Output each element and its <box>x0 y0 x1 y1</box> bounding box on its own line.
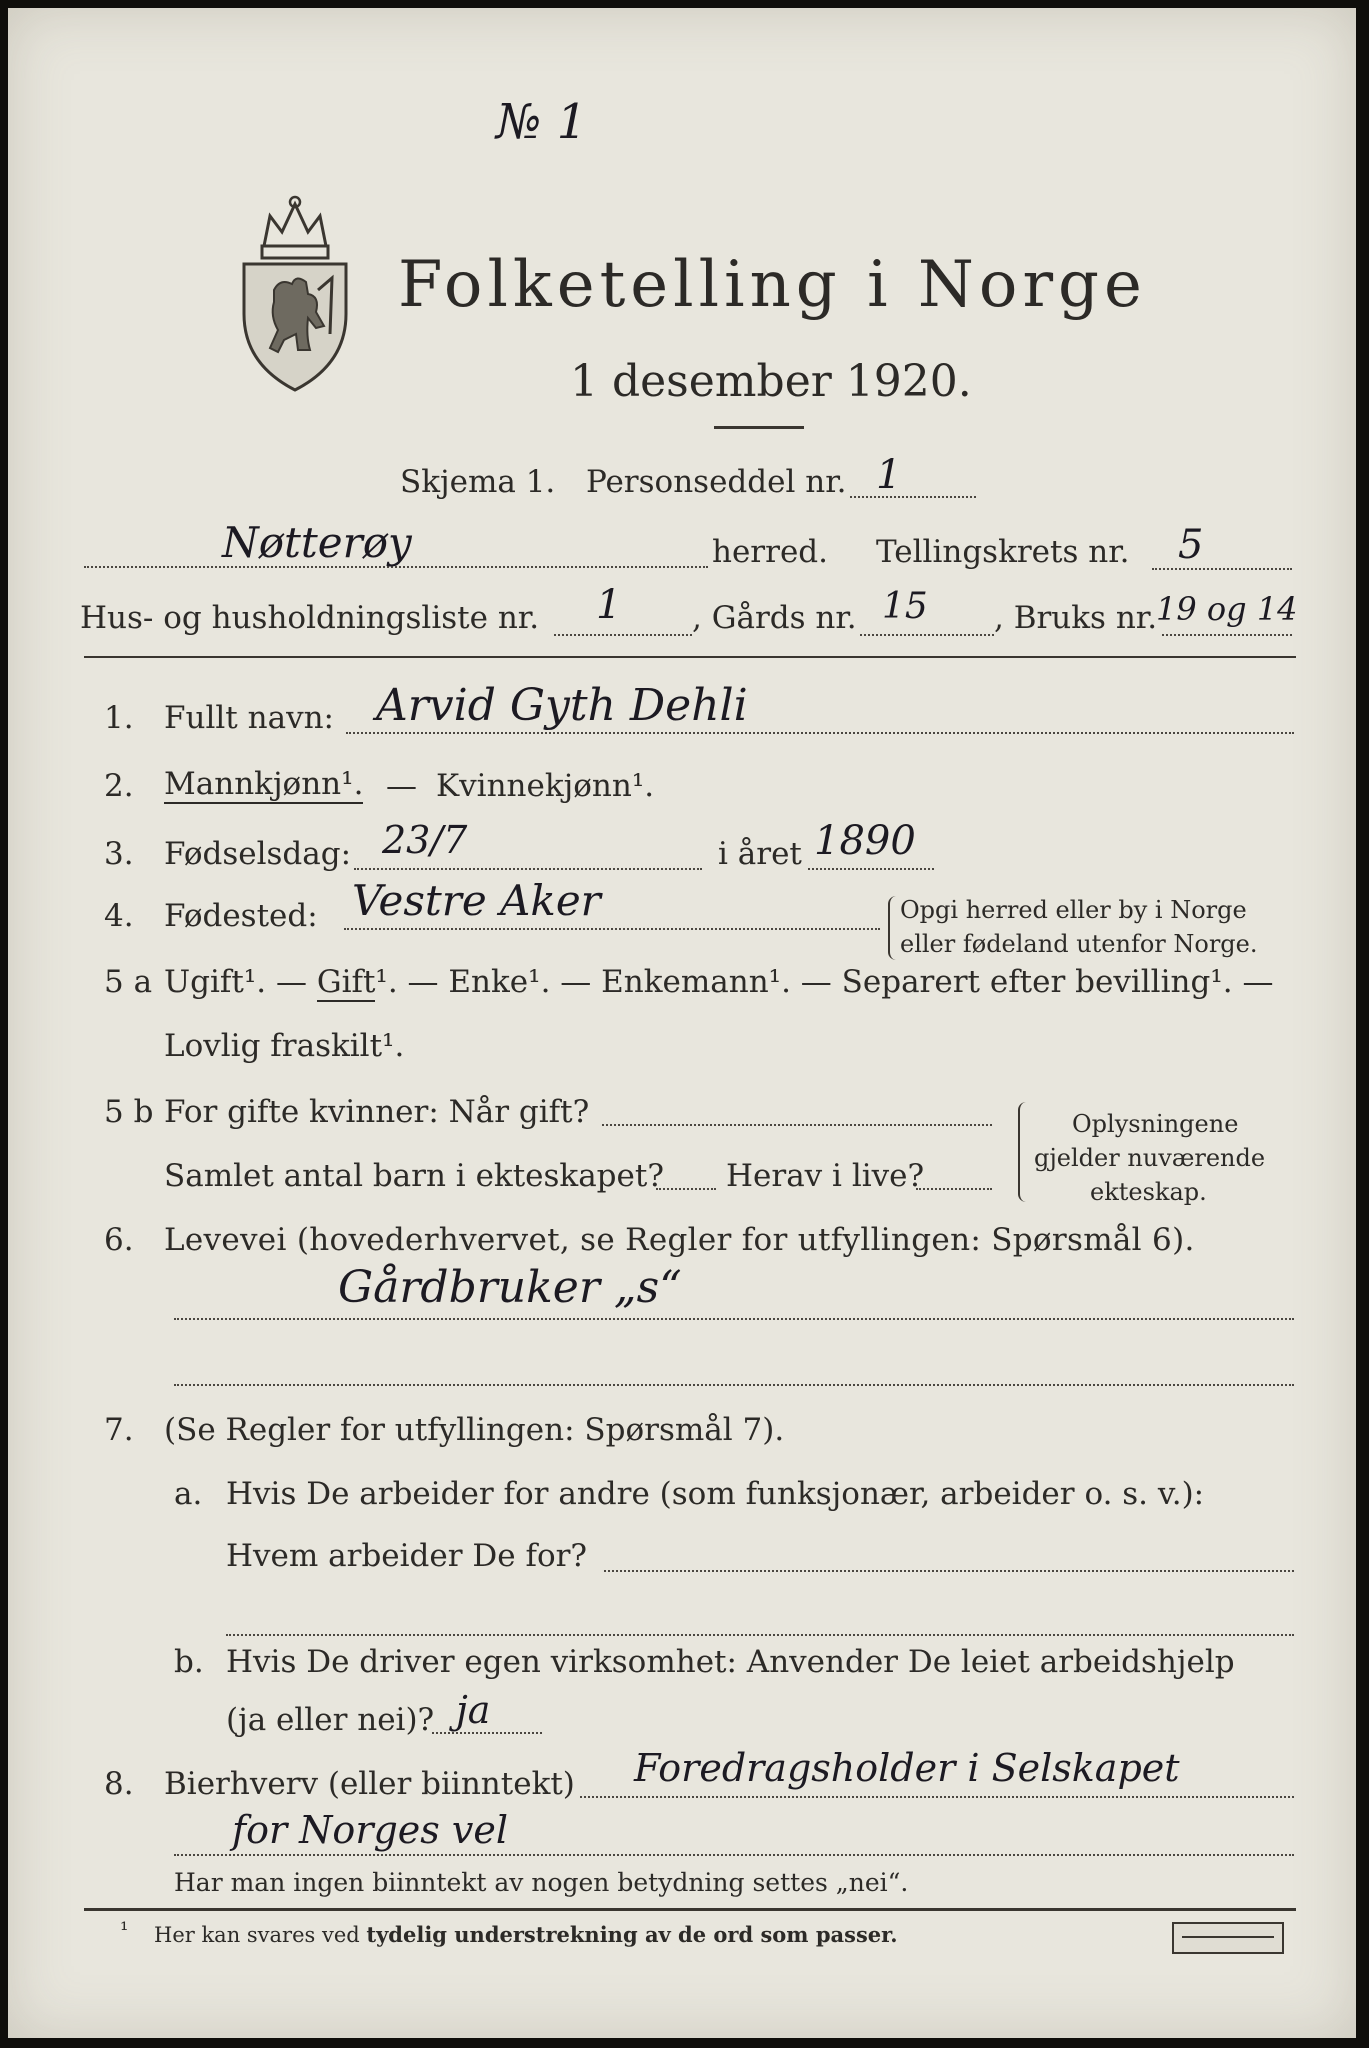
q3-year-value[interactable]: 1890 <box>814 818 916 864</box>
personseddel-value[interactable]: 1 <box>876 452 902 498</box>
q7a-line1: Hvis De arbeider for andre (som funksjonær, arbeider o. s. v.): <box>226 1476 1205 1512</box>
q3-line <box>354 868 702 870</box>
q6-label: Levevei (hovederhvervet, se Regler for utfyllingen: Spørsmål 6). <box>164 1222 1195 1258</box>
q3-label: Fødselsdag: <box>164 836 352 872</box>
q1-line <box>346 732 1294 734</box>
q7a-line2: Hvem arbeider De for? <box>226 1538 588 1574</box>
gards-value[interactable]: 15 <box>882 586 928 627</box>
q6-line2 <box>174 1384 1294 1386</box>
q7-label: (Se Regler for utfyllingen: Spørsmål 7). <box>164 1412 785 1448</box>
norwegian-coat-of-arms-icon <box>236 194 354 394</box>
q1-label: Fullt navn: <box>164 700 334 736</box>
census-form-page <box>8 8 1356 2038</box>
bruks-label: , Bruks nr. <box>994 600 1158 636</box>
q4-note-brace <box>888 896 896 960</box>
q5b-line2a: Samlet antal barn i ekteskapet? <box>164 1158 664 1194</box>
q7-number: 7. <box>104 1412 134 1448</box>
q5a-line2[interactable]: Lovlig fraskilt¹. <box>164 1028 405 1064</box>
gards-line <box>860 634 994 636</box>
q5b-note-line3: ekteskap. <box>1090 1178 1207 1206</box>
footnote-mark: ¹ <box>120 1918 129 1942</box>
q6-number: 6. <box>104 1222 134 1258</box>
q8-value-line2[interactable]: for Norges vel <box>232 1808 508 1852</box>
husholdningsliste-label: Hus- og husholdningsliste nr. <box>80 600 540 636</box>
title-divider <box>714 426 804 429</box>
tellingskrets-label: Tellingskrets nr. <box>876 534 1130 570</box>
q5b-number: 5 b <box>104 1094 154 1130</box>
q8-value-line1[interactable]: Foredragsholder i Selskapet <box>634 1746 1180 1790</box>
q7a-answer-line2[interactable] <box>226 1634 1294 1636</box>
skjema-label: Skjema 1. <box>400 464 556 500</box>
footnote-text-a: Her kan svares ved <box>154 1923 367 1947</box>
q8-label: Bierhverv (eller biinntekt) <box>164 1766 575 1802</box>
q5a-number: 5 a <box>104 964 153 1000</box>
q5a-gift[interactable]: Gift <box>316 964 376 1000</box>
q4-number: 4. <box>104 898 134 934</box>
q4-value[interactable]: Vestre Aker <box>352 876 601 925</box>
q4-note-line2: eller fødeland utenfor Norge. <box>900 930 1258 958</box>
q7a-letter: a. <box>174 1476 203 1512</box>
tellingskrets-value[interactable]: 5 <box>1178 522 1204 568</box>
personseddel-label: Personseddel nr. <box>586 464 847 500</box>
q3-value[interactable]: 23/7 <box>382 818 468 862</box>
q2-number: 2. <box>104 768 134 804</box>
q6-line1 <box>174 1318 1294 1320</box>
footer-divider <box>84 1908 1296 1911</box>
q7b-value[interactable]: ja <box>456 1688 491 1732</box>
q5a-ugift[interactable]: Ugift¹. — <box>164 964 317 1000</box>
q3-number: 3. <box>104 836 134 872</box>
q5b-naar-gift-line[interactable] <box>602 1124 992 1126</box>
q1-number: 1. <box>104 700 134 736</box>
q5a-line1 <box>164 964 1273 1000</box>
q8-number: 8. <box>104 1766 134 1802</box>
q8-line1 <box>580 1796 1294 1798</box>
q4-note-line1: Opgi herred eller by i Norge <box>900 896 1247 924</box>
q5b-antal-barn-line[interactable] <box>656 1188 716 1190</box>
header-divider <box>84 656 1296 658</box>
printer-stamp <box>1172 1922 1284 1954</box>
husholdningsliste-line <box>554 634 692 636</box>
personseddel-line <box>850 496 976 498</box>
herred-value[interactable]: Nøtterøy <box>222 518 412 567</box>
q5b-line1: For gifte kvinner: Når gift? <box>164 1094 590 1130</box>
q5b-note-brace <box>1018 1102 1028 1202</box>
tellingskrets-line <box>1152 568 1292 570</box>
q5b-i-live-line[interactable] <box>916 1188 992 1190</box>
page-title: Folketelling i Norge <box>398 248 1147 322</box>
q3-year-line <box>808 868 934 870</box>
q7b-answer-line <box>432 1732 542 1734</box>
q2-kvinnekjonn[interactable]: Kvinnekjønn¹. <box>436 768 655 804</box>
q5a-rest[interactable]: ¹. — Enke¹. — Enkemann¹. — Separert efter bevilling¹. — <box>375 964 1274 1000</box>
q6-value[interactable]: Gårdbruker „s“ <box>338 1262 682 1313</box>
q4-label: Fødested: <box>164 898 318 934</box>
q2-mannkjonn[interactable]: Mannkjønn¹. <box>164 766 364 802</box>
number-mark: № 1 <box>496 94 588 150</box>
q7b-line1: Hvis De driver egen virksomhet: Anvender De leiet arbeidshjelp <box>226 1644 1235 1680</box>
q3-year-label: i året <box>718 836 802 872</box>
q2-separator: — <box>386 768 417 804</box>
footnote-text <box>154 1922 898 1947</box>
q4-line <box>344 928 880 930</box>
printer-stamp-line <box>1182 1936 1274 1938</box>
page-subtitle: 1 desember 1920. <box>570 356 972 407</box>
gards-label: , Gårds nr. <box>692 600 857 636</box>
bruks-line <box>1162 634 1292 636</box>
q5b-note-line1: Oplysningene <box>1072 1110 1239 1138</box>
q7a-answer-line1[interactable] <box>604 1570 1294 1572</box>
q8-line2 <box>174 1854 1294 1856</box>
footnote-text-b: tydelig understrekning av de ord som passer. <box>366 1922 898 1947</box>
husholdningsliste-value[interactable]: 1 <box>596 582 622 628</box>
q8-note: Har man ingen biinntekt av nogen betydning settes „nei“. <box>174 1868 909 1897</box>
q1-value[interactable]: Arvid Gyth Dehli <box>376 680 748 731</box>
q5b-line2b: Herav i live? <box>726 1158 925 1194</box>
bruks-value[interactable]: 19 og 14 <box>1156 590 1298 628</box>
q5b-note-line2: gjelder nuværende <box>1034 1144 1266 1172</box>
q7b-line2: (ja eller nei)? <box>226 1702 435 1738</box>
q7b-letter: b. <box>174 1644 204 1680</box>
herred-label: herred. <box>712 534 828 570</box>
